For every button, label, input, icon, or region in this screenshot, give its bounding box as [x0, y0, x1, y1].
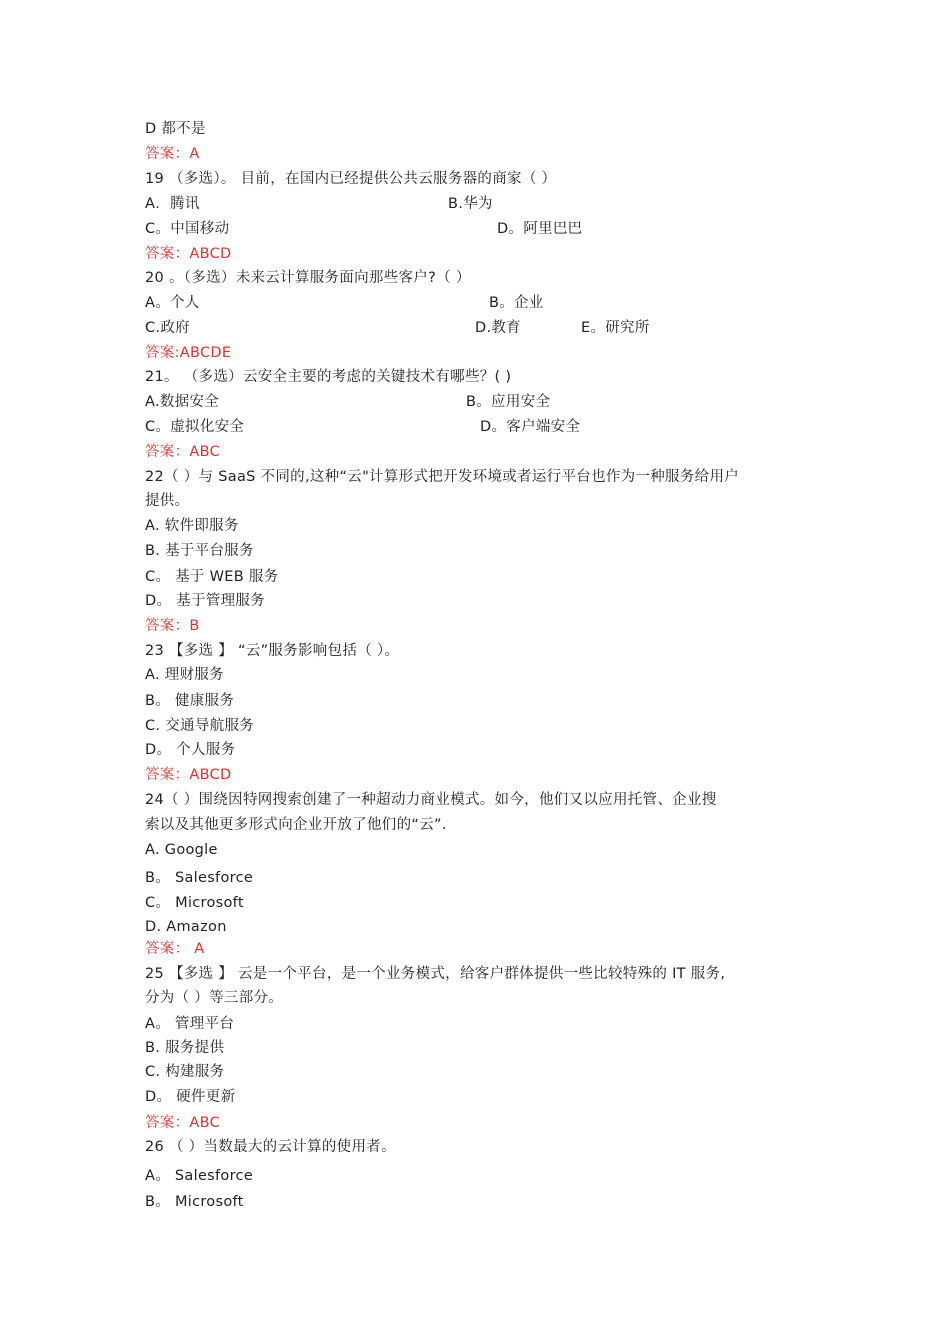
- question-24-cont: 索以及其他更多形式向企业开放了他们的“云”.: [145, 817, 447, 833]
- option-line: B。企业: [489, 295, 544, 311]
- option-line: C.政府: [145, 320, 190, 336]
- question-19: 19 （多选）。 目前，在国内已经提供公共云服务器的商家（ ）: [145, 171, 557, 187]
- option-line: A．腾讯: [145, 196, 200, 212]
- answer-line: 答案：ABCD: [145, 767, 232, 783]
- option-line: D。 基于管理服务: [145, 593, 265, 609]
- question-22-cont: 提供。: [145, 493, 190, 509]
- option-line: C。中国移动: [145, 221, 230, 237]
- option-line: C。 Microsoft: [145, 895, 244, 911]
- option-line: A。 Salesforce: [145, 1168, 254, 1184]
- option-line: E。研究所: [581, 320, 650, 336]
- option-line: D。 个人服务: [145, 742, 236, 758]
- question-21: 21。 （多选）云安全主要的考虑的关键技术有哪些？( ): [145, 369, 512, 385]
- answer-line: 答案：A: [145, 146, 200, 162]
- question-25: 25 【多选 】 云是一个平台，是一个业务模式，给客户群体提供一些比较特殊的 IT 服务,: [145, 966, 726, 982]
- option-line: B。 Microsoft: [145, 1194, 244, 1210]
- option-line: B。 健康服务: [145, 693, 235, 709]
- question-25-cont: 分为（ ）等三部分。: [145, 990, 284, 1006]
- question-26: 26 （ ）当数最大的云计算的使用者。: [145, 1139, 396, 1155]
- answer-line: 答案： A: [145, 941, 205, 957]
- option-line: A. 软件即服务: [145, 518, 239, 534]
- option-line: C. 交通导航服务: [145, 718, 255, 734]
- answer-line: 答案：ABC: [145, 444, 221, 460]
- option-line: A。个人: [145, 295, 200, 311]
- question-23: 23 【多选 】 “云”服务影响包括（ ）。: [145, 643, 400, 659]
- option-line: B. 基于平台服务: [145, 543, 254, 559]
- option-line: A. 理财服务: [145, 667, 224, 683]
- answer-line: 答案：ABCD: [145, 246, 232, 262]
- option-line: C. 构建服务: [145, 1064, 225, 1080]
- option-line: A.数据安全: [145, 394, 220, 410]
- option-line: D。阿里巴巴: [497, 221, 583, 237]
- question-22: 22（ ）与 SaaS 不同的,这种“云"计算形式把开发环境或者运行平台也作为一种服务给用户: [145, 469, 740, 485]
- option-line: A。 管理平台: [145, 1016, 235, 1032]
- option-line: D。客户端安全: [480, 419, 581, 435]
- option-line: D。 硬件更新: [145, 1089, 236, 1105]
- option-line: C。虚拟化安全: [145, 419, 245, 435]
- option-line: A. Google: [145, 842, 218, 858]
- option-line: B。 Salesforce: [145, 870, 254, 886]
- option-line: B. 服务提供: [145, 1040, 225, 1056]
- option-line: D. Amazon: [145, 919, 227, 935]
- option-line: D.教育: [475, 320, 521, 336]
- answer-line: 答案:ABCDE: [145, 345, 232, 361]
- question-20: 20 。（多选）未来云计算服务面向那些客户?（ ）: [145, 270, 471, 286]
- option-line: B.华为: [448, 196, 493, 212]
- answer-line: 答案：ABC: [145, 1115, 221, 1131]
- option-line: B。应用安全: [466, 394, 551, 410]
- option-line: D 都不是: [145, 121, 206, 137]
- option-line: C。 基于 WEB 服务: [145, 569, 279, 585]
- question-24: 24（ ）围绕因特网搜索创建了一种超动力商业模式。如今，他们又以应用托管、企业搜: [145, 792, 717, 808]
- answer-line: 答案：B: [145, 618, 200, 634]
